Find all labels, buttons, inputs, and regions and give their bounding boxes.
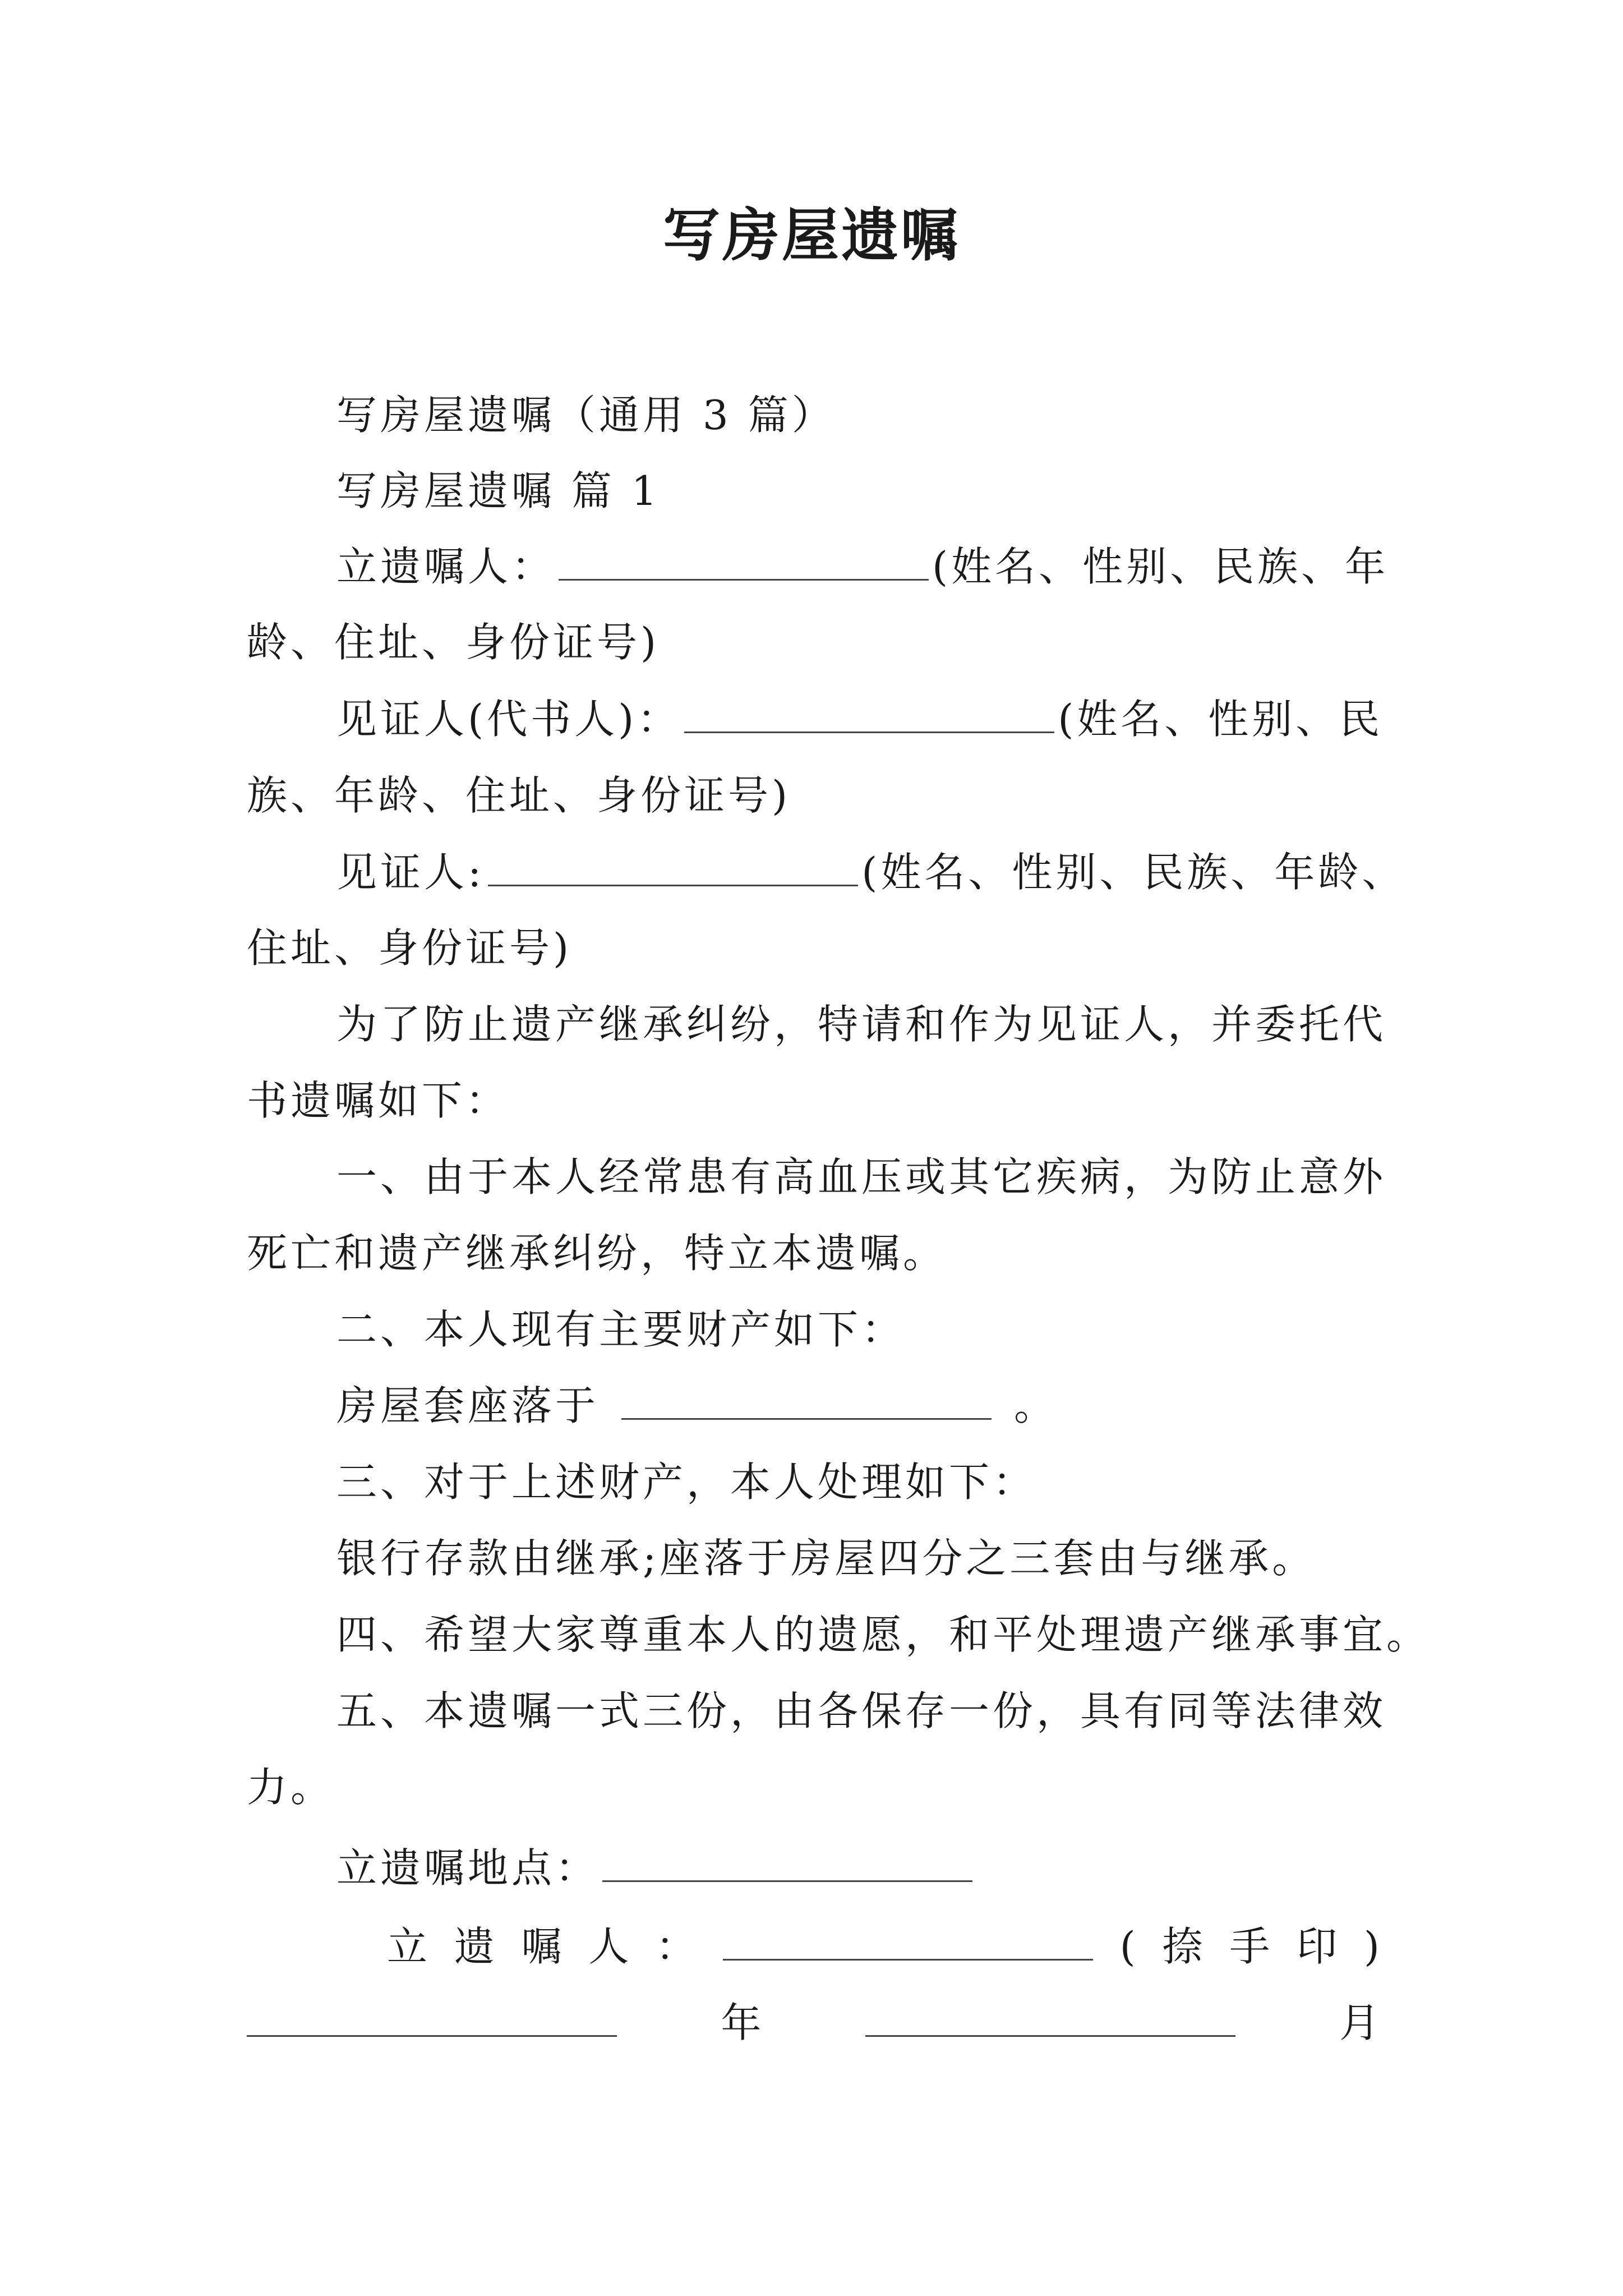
signature-blank [723,1920,1093,1961]
witness-label: 见证人: [336,849,485,896]
bank-line: 银行存款由继承;座落于房屋四分之三套由与继承。 [336,1535,1316,1582]
signature-char: 嘱 [521,1923,562,1970]
document-title: 写房屋遗嘱 [663,202,960,269]
witness-suffix: (姓名、性别、民族、年龄、 [861,849,1406,896]
signature-line [387,1918,1380,1975]
witness-line-2: 住址、身份证号) [247,924,573,972]
intro-line-2: 书遗嘱如下： [247,1077,510,1124]
section-heading: 写房屋遗嘱 篇 1 [336,467,661,514]
date-year-label: 年 [721,1999,762,2046]
testator-line [336,539,1389,595]
month-blank [865,1996,1235,2037]
date-line [247,1995,1380,2051]
signature-suffix-char: ) [1363,1923,1380,1970]
date-month-label: 月 [1339,1999,1380,2046]
witness-line [336,844,1405,900]
signature-char: 立 [387,1923,428,1970]
testator-suffix: (姓名、性别、民族、年 [932,543,1389,590]
clause-1-line-2: 死亡和遗产继承纠纷，特立本遗嘱。 [247,1230,947,1277]
witness-writer-blank [684,692,1054,733]
place-blank [602,1841,972,1882]
place-line [336,1840,976,1896]
witness-writer-line-2: 族、年龄、住址、身份证号) [247,772,791,819]
house-blank [621,1379,992,1420]
clause-5-line-1: 五、本遗嘱一式三份，由各保存一份，具有同等法律效 [336,1687,1387,1734]
document-subtitle: 写房屋遗嘱（通用 3 篇） [336,392,836,439]
signature-suffix-char: 捺 [1162,1923,1203,1970]
signature-suffix-char: 手 [1229,1923,1270,1970]
signature-suffix-char: 印 [1297,1923,1338,1970]
witness-blank [488,845,858,886]
signature-char: 人 [588,1923,629,1970]
signature-char: 遗 [454,1923,495,1970]
witness-writer-suffix: (姓名、性别、民 [1058,696,1384,743]
clause-3: 三、对于上述财产，本人处理如下： [336,1458,1037,1506]
place-label: 立遗嘱地点： [336,1844,600,1892]
signature-suffix-char: ( [1119,1923,1136,1970]
year-blank [247,1996,617,2037]
signature-char: ： [656,1923,697,1970]
witness-writer-label: 见证人(代书人)： [336,696,681,743]
clause-5-line-2: 力。 [247,1764,335,1811]
intro-line-1: 为了防止遗产继承纠纷，特请和作为见证人，并委托代 [336,1001,1387,1048]
clause-4: 四、希望大家尊重本人的遗愿，和平处理遗产继承事宜。 [336,1611,1431,1658]
house-suffix: 。 [1014,1382,1058,1429]
testator-label: 立遗嘱人： [336,543,556,590]
testator-blank [559,540,929,581]
witness-writer-line [336,691,1383,747]
house-label: 房屋套座落于 [336,1382,600,1429]
clause-1-line-1: 一、由于本人经常患有高血压或其它疾病，为防止意外 [336,1153,1387,1200]
house-line [336,1378,1058,1434]
clause-2: 二、本人现有主要财产如下： [336,1306,906,1353]
testator-line-2: 龄、住址、身份证号) [247,619,660,666]
